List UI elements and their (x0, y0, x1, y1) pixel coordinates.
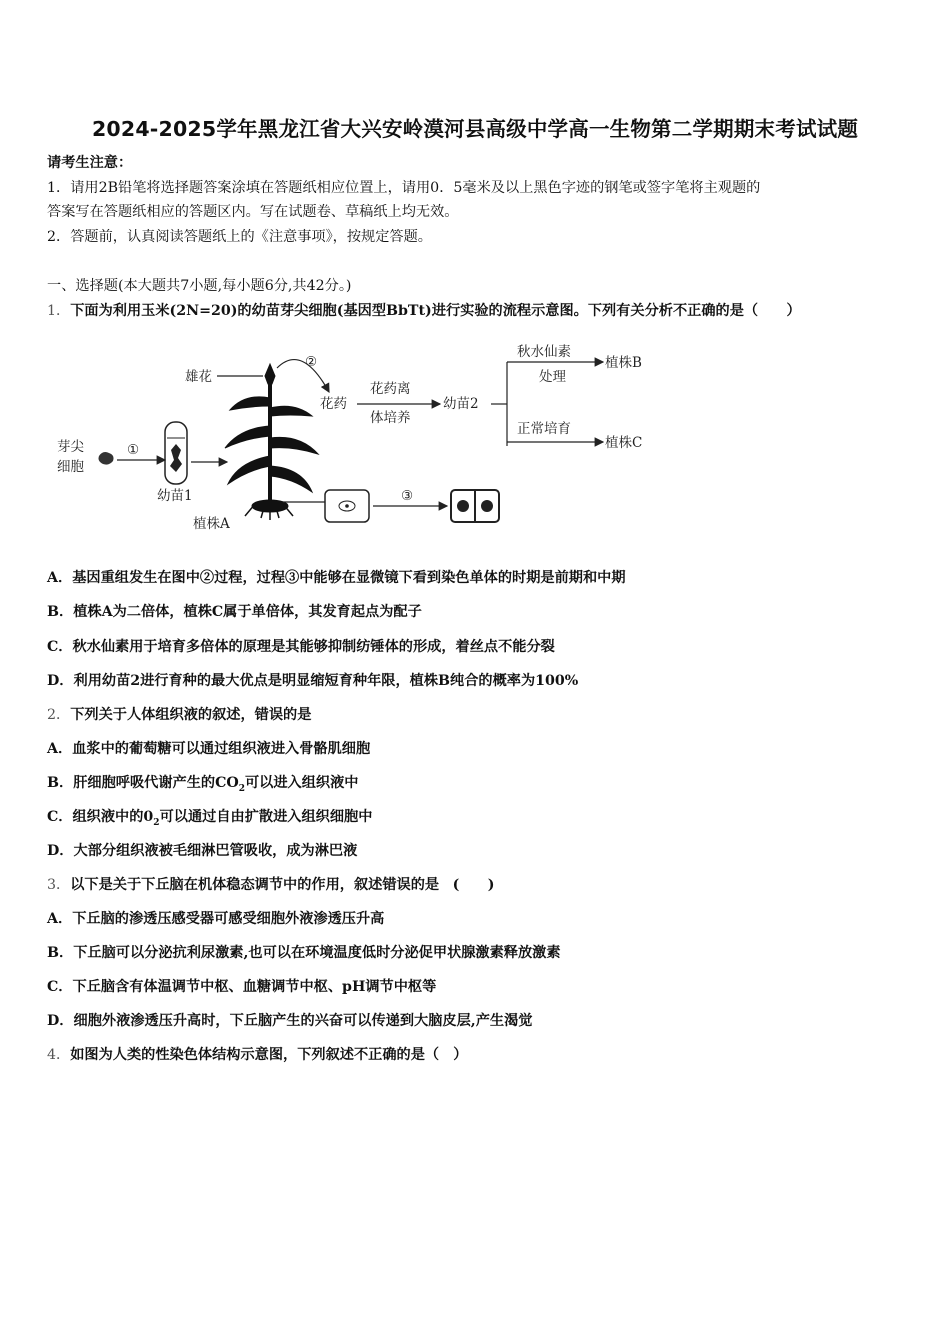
label-bud-cell-1: 芽尖 (57, 439, 84, 455)
question-number: 1． (47, 303, 71, 319)
option-text: 秋水仙素用于培育多倍体的原理是其能够抑制纺锤体的形成，着丝点不能分裂 (72, 639, 555, 655)
subscript: 2 (153, 817, 160, 828)
question-text: 以下是关于下丘脑在机体稳态调节中的作用，叙述错误的是 (70, 877, 440, 893)
option-text: 肝细胞呼吸代谢产生的CO (73, 775, 239, 791)
q1-option-a (47, 568, 626, 588)
label-plant-b: 植株B (605, 355, 642, 371)
notice-item-1b: 答案写在答题纸相应的答题区内。写在试题卷、草稿纸上均无效。 (47, 204, 459, 220)
label-step2: ② (305, 354, 318, 370)
notice-heading: 请考生注意： (47, 155, 133, 171)
option-text: 细胞外液渗透压升高时，下丘脑产生的兴奋可以传递到大脑皮层,产生渴觉 (73, 1013, 533, 1029)
option-letter: B． (47, 604, 74, 620)
question-1-stem (47, 301, 801, 321)
label-seedling1: 幼苗1 (157, 488, 193, 504)
question-text: 下列关于人体组织液的叙述，错误的是 (70, 707, 312, 723)
option-text: 植株A为二倍体，植株C属于单倍体，其发育起点为配子 (73, 604, 422, 620)
option-text: 基因重组发生在图中②过程，过程③中能够在显微镜下看到染色单体的时期是前期和中期 (72, 570, 626, 586)
section-heading: 一、选择题(本大题共7小题,每小题6分,共42分。) (47, 278, 352, 294)
option-letter: C． (47, 809, 73, 825)
q2-option-a (47, 739, 370, 759)
question-number: 3． (47, 877, 71, 893)
cell-after-icon (451, 490, 499, 522)
option-text: 大部分组织液被毛细淋巴管吸收，成为淋巴液 (73, 843, 358, 859)
notice-item-2: 2．答题前，认真阅读答题纸上的《注意事项》，按规定答题。 (47, 229, 432, 245)
option-text: 组织液中的0 (72, 809, 154, 825)
question-number: 2． (47, 707, 71, 723)
label-anther-culture-1: 花药离 (370, 381, 411, 397)
option-text-cont: 可以进入组织液中 (244, 775, 359, 791)
option-letter: A． (47, 741, 73, 757)
question-4-stem (47, 1045, 467, 1065)
question-text: 下面为利用玉米(2N=20)的幼苗芽尖细胞(基因型BbTt)进行实验的流程示意图。下列有关分析不正确的是（ ） (70, 303, 801, 319)
q3-option-b (47, 943, 561, 963)
cell-before-icon (325, 490, 369, 522)
subscript: 2 (238, 783, 245, 794)
label-anther: 花药 (320, 396, 347, 412)
label-step1: ① (127, 442, 140, 458)
bud-cell-shape (99, 452, 114, 465)
corn-plant-icon (225, 364, 318, 520)
question-number: 4． (47, 1047, 71, 1063)
option-text: 利用幼苗2进行育种的最大优点是明显缩短育种年限，植株B纯合的概率为100% (73, 673, 579, 689)
option-text: 下丘脑的渗透压感受器可感受细胞外液渗透压升高 (72, 911, 385, 927)
question-text: 如图为人类的性染色体结构示意图，下列叙述不正确的是（ ） (70, 1047, 468, 1063)
q3-option-a (47, 909, 384, 929)
option-text: 下丘脑含有体温调节中枢、血糖调节中枢、pH调节中枢等 (72, 979, 437, 995)
option-letter: D． (47, 673, 74, 689)
q2-option-d (47, 841, 357, 861)
question-3-stem (47, 875, 494, 895)
label-normal-culture: 正常培育 (517, 421, 571, 437)
label-plant-a: 植株A (193, 516, 230, 532)
label-colchicine-1: 秋水仙素 (517, 344, 571, 360)
test-tube-icon (165, 422, 187, 484)
option-letter: A． (47, 570, 73, 586)
label-plant-c: 植株C (605, 435, 643, 451)
option-text-cont: 可以通过自由扩散进入组织细胞中 (159, 809, 373, 825)
q2-option-c (47, 807, 372, 833)
q1-option-b (47, 602, 422, 622)
option-text: 下丘脑可以分泌抗利尿激素,也可以在环境温度低时分泌促甲状腺激素释放激素 (73, 945, 561, 961)
q1-option-d (47, 671, 578, 691)
label-anther-culture-2: 体培养 (370, 410, 411, 426)
q3-option-c (47, 977, 436, 997)
label-bud-cell-2: 细胞 (57, 459, 84, 475)
question-2-stem (47, 705, 311, 725)
option-letter: A． (47, 911, 73, 927)
page-title: 2024-2025学年黑龙江省大兴安岭漠河县高级中学高一生物第二学期期末考试试题 (91, 117, 859, 141)
option-letter: D． (47, 1013, 74, 1029)
option-letter: B． (47, 775, 74, 791)
notice-item-1a: 1．请用2B铅笔将选择题答案涂填在答题纸相应位置上，请用0．5毫米及以上黑色字迹的钢笔或签字笔将主观题的 (47, 180, 761, 196)
label-colchicine-2: 处理 (539, 369, 566, 385)
option-letter: C． (47, 979, 73, 995)
label-seedling2: 幼苗2 (443, 396, 479, 412)
breeding-flow-diagram (55, 338, 675, 538)
answer-paren: ( ) (452, 877, 495, 893)
option-letter: C． (47, 639, 73, 655)
option-letter: D． (47, 843, 74, 859)
q2-option-b (47, 773, 359, 799)
q3-option-d (47, 1011, 532, 1031)
q1-option-c (47, 637, 555, 657)
label-male-flower: 雄花 (185, 369, 212, 385)
option-letter: B． (47, 945, 74, 961)
arrow-step2 (277, 360, 329, 392)
label-step3: ③ (401, 488, 414, 504)
option-text: 血浆中的葡萄糖可以通过组织液进入骨骼肌细胞 (72, 741, 371, 757)
